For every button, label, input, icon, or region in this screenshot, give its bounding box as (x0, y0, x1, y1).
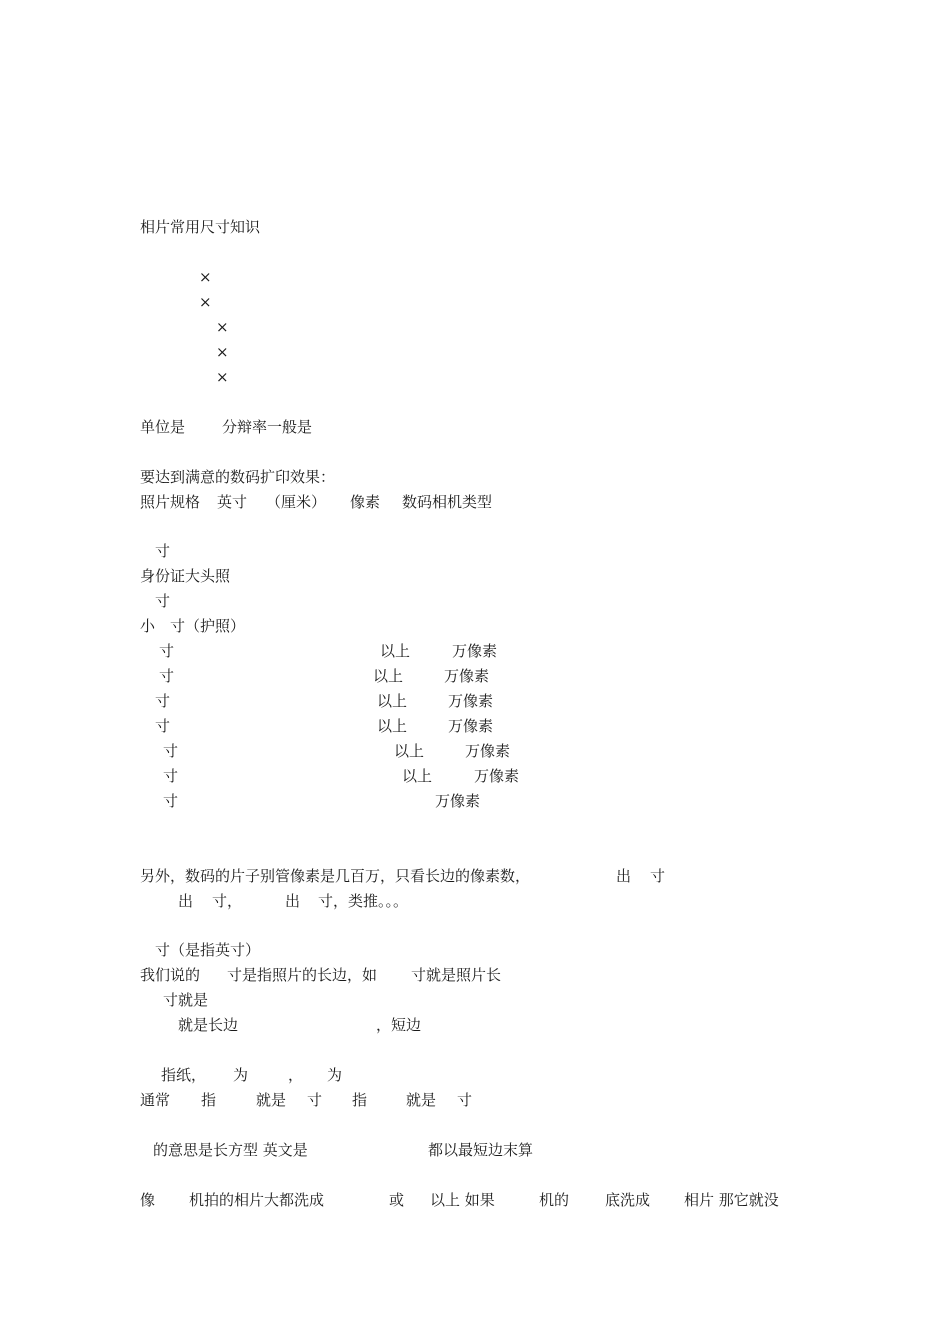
dimension-mark: × (216, 343, 229, 361)
table-row-above: 以上 (394, 742, 425, 760)
camera-note: 以上 如果 (430, 1191, 495, 1209)
table-row-label: 寸 (163, 767, 179, 785)
inch-note: 寸就是 (163, 991, 209, 1009)
usual-note: 就是 (256, 1091, 287, 1109)
camera-note: 机的 (539, 1191, 570, 1209)
extra-note-inch: 寸， (212, 892, 243, 910)
header-camera-type: 数码相机类型 (402, 493, 493, 511)
table-row-above: 以上 (380, 642, 411, 660)
header-spec: 照片规格 (140, 493, 201, 511)
table-row-above: 以上 (377, 717, 408, 735)
header-pixels: 像素 (350, 493, 381, 511)
table-row-label: 寸 (163, 742, 179, 760)
table-row-mp: 万像素 (474, 767, 520, 785)
extra-note-out: 出 (178, 892, 194, 910)
resolution-label: 分辩率一般是 (222, 418, 313, 436)
paper-note: 为 (233, 1066, 249, 1084)
table-row-above: 以上 (373, 667, 404, 685)
table-row-mp: 万像素 (465, 742, 511, 760)
table-row-label: 寸 (155, 692, 171, 710)
table-row-label: 小 寸（护照） (140, 617, 246, 635)
camera-note: 或 (389, 1191, 405, 1209)
table-row-mp: 万像素 (452, 642, 498, 660)
inch-note: 寸是指照片的长边，如 (227, 966, 378, 984)
header-inch: 英寸 (217, 493, 248, 511)
usual-note: 寸 (457, 1091, 473, 1109)
table-row-label: 寸 (155, 542, 171, 560)
page-title: 相片常用尺寸知识 (140, 218, 261, 236)
usual-note: 寸 (307, 1091, 323, 1109)
camera-note: 相片 那它就没 (684, 1191, 779, 1209)
table-row-label: 寸 (159, 667, 175, 685)
table-row-label: 寸 (159, 642, 175, 660)
table-row-label: 寸 (155, 717, 171, 735)
table-row-mp: 万像素 (448, 692, 494, 710)
table-row-label: 寸 (155, 592, 171, 610)
table-row-mp: 万像素 (435, 792, 481, 810)
paper-note: 指纸， (161, 1066, 207, 1084)
inch-note: ，短边 (376, 1016, 422, 1034)
paper-note: ， (288, 1066, 304, 1084)
table-row-above: 以上 (402, 767, 433, 785)
camera-note: 机拍的相片大都洗成 (189, 1191, 325, 1209)
table-row-mp: 万像素 (444, 667, 490, 685)
dimension-mark: × (216, 318, 229, 336)
rect-note: 的意思是长方型 英文是 (153, 1141, 308, 1159)
usual-note: 指 (352, 1091, 368, 1109)
extra-note-out: 出 (616, 867, 632, 885)
inch-note: 我们说的 (140, 966, 201, 984)
camera-note: 底洗成 (605, 1191, 651, 1209)
header-cm: （厘米） (266, 493, 327, 511)
usual-note: 指 (201, 1091, 217, 1109)
usual-note: 就是 (406, 1091, 437, 1109)
dimension-mark: × (199, 268, 212, 286)
extra-note-out: 出 (285, 892, 301, 910)
table-row-label: 寸 (163, 792, 179, 810)
dimension-mark: × (216, 368, 229, 386)
extra-note-inch: 寸 (650, 867, 666, 885)
goal-line: 要达到满意的数码扩印效果： (140, 468, 336, 486)
rect-note: 都以最短边末算 (428, 1141, 534, 1159)
extra-note-text: 另外，数码的片子别管像素是几百万，只看长边的像素数， (140, 867, 531, 885)
usual-note: 通常 (140, 1091, 171, 1109)
unit-label: 单位是 (140, 418, 186, 436)
table-row-above: 以上 (377, 692, 408, 710)
inch-note: 寸就是照片长 (411, 966, 502, 984)
camera-note: 像 (140, 1191, 156, 1209)
dimension-mark: × (199, 293, 212, 311)
inch-note: 就是长边 (178, 1016, 239, 1034)
table-row-mp: 万像素 (448, 717, 494, 735)
inch-heading: 寸（是指英寸） (155, 941, 261, 959)
table-row-label: 身份证大头照 (140, 567, 231, 585)
extra-note-rest: 寸，类推。。。 (318, 892, 409, 910)
paper-note: 为 (327, 1066, 343, 1084)
